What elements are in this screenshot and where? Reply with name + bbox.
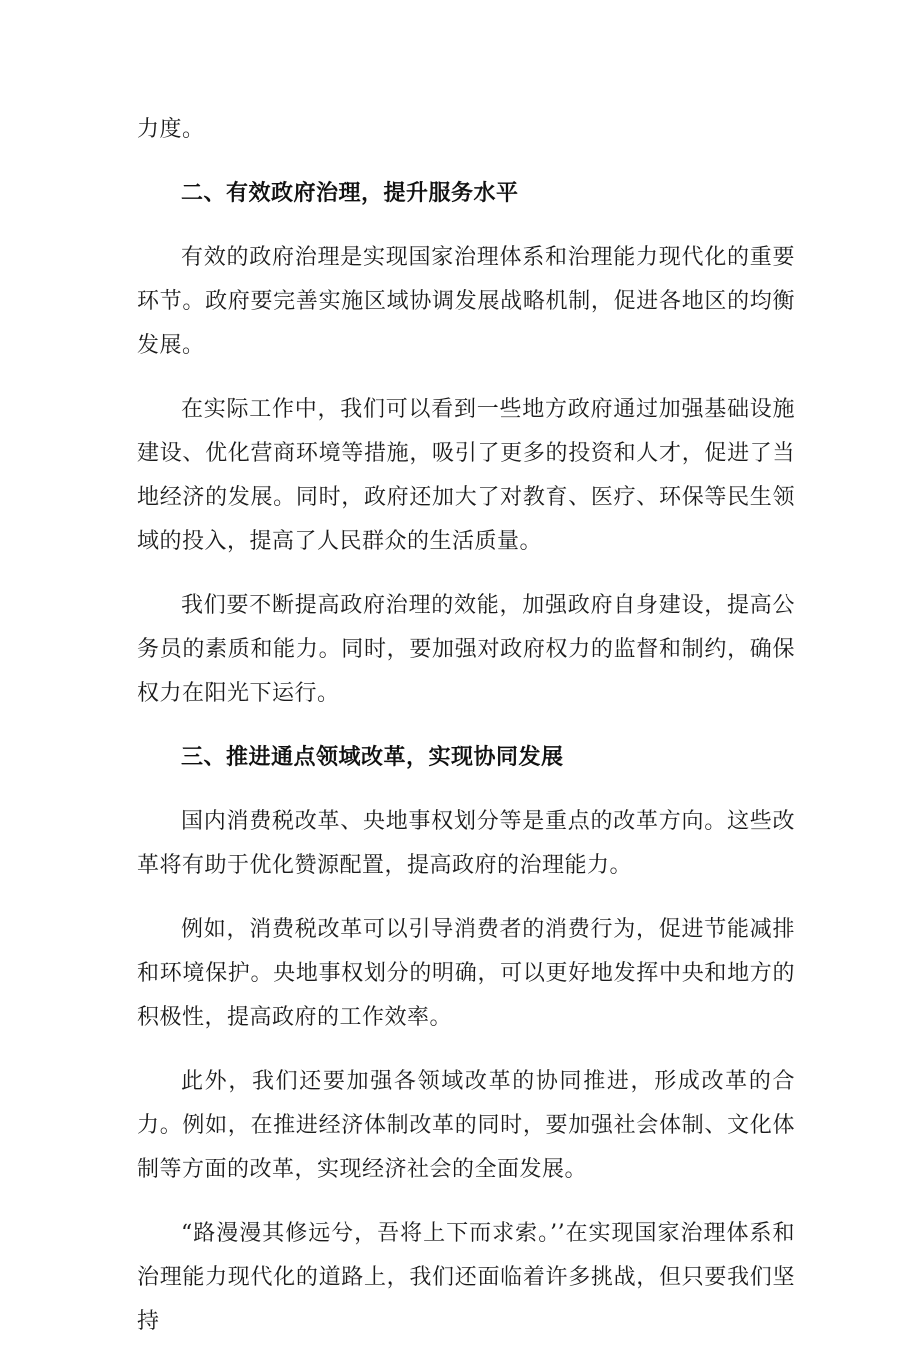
- paragraph: 此外，我们还要加强各领域改革的协同推进，形成改革的合力。例如，在推进经济体制改革的同时，要加强社会体制、文化体制等方面的改革，实现经济社会的全面发展。: [137, 1069, 795, 1182]
- continuation-paragraph: 力度。: [137, 117, 205, 142]
- document-page: [137, 108, 795, 1364]
- paragraph: 在实际工作中，我们可以看到一些地方政府通过加强基础设施建设、优化营商环境等措施，吸引了更多的投资和人才，促进了当地经济的发展。同时，政府还加大了对教育、医疗、环保等民生领域的投入，提高了人民群众的生活质量。: [137, 397, 795, 554]
- paragraph: 国内消费税改革、央地事权划分等是重点的改革方向。这些改革将有助于优化赞源配置，提高政府的治理能力。: [137, 809, 795, 878]
- section-heading-2: 二、有效政府治理，提升服务水平: [181, 181, 519, 206]
- paragraph: 例如，消费税改革可以引导消费者的消费行为，促进节能减排和环境保护。央地事权划分的明确，可以更好地发挥中央和地方的积极性，提高政府的工作效率。: [137, 917, 795, 1030]
- paragraph: 我们要不断提高政府治理的效能，加强政府自身建设，提高公务员的素质和能力。同时，要加强对政府权力的监督和制约，确保权力在阳光下运行。: [137, 593, 795, 706]
- paragraph: “路漫漫其修远兮，吾将上下而求索。’’在实现国家治理体系和治理能力现代化的道路上，我们还面临着许多挑战，但只要我们坚持: [137, 1221, 795, 1334]
- section-heading-3: 三、推进通点领域改革，实现协同发展: [181, 745, 564, 770]
- paragraph: 有效的政府治理是实现国家治理体系和治理能力现代化的重要环节。政府要完善实施区域协调发展战略机制，促进各地区的均衡发展。: [137, 245, 795, 358]
